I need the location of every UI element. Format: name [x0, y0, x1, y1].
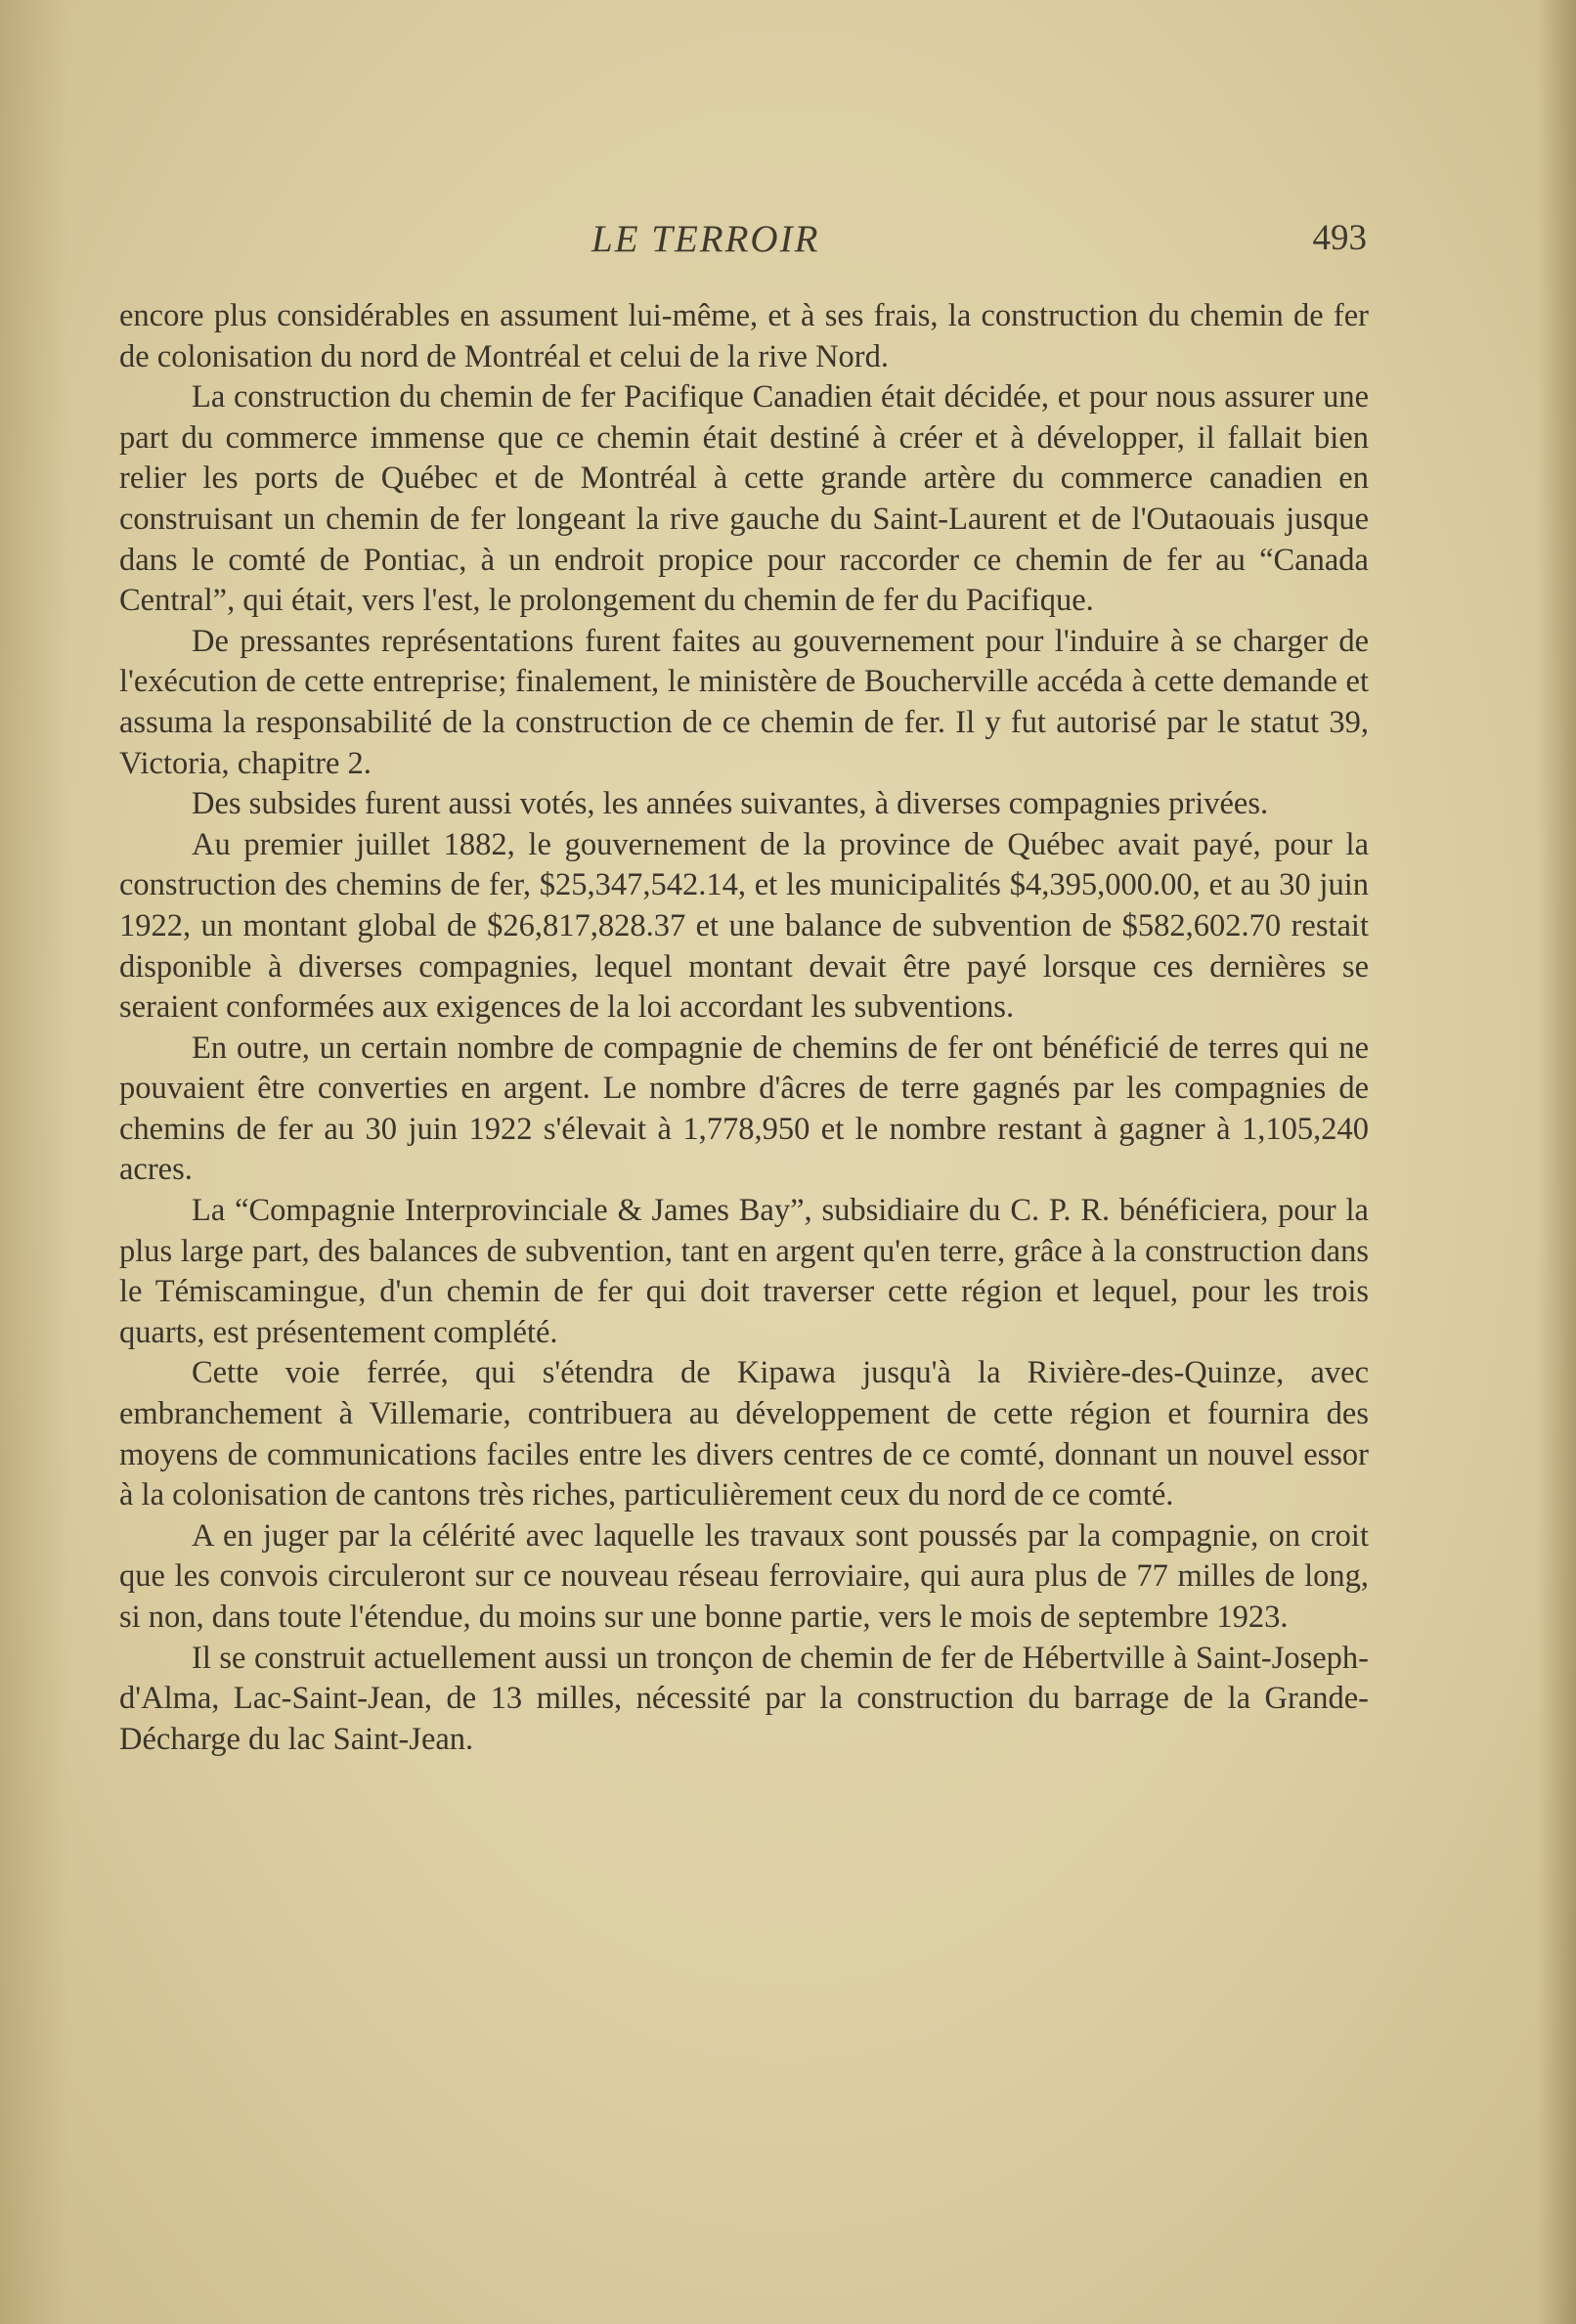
paragraph: Cette voie ferrée, qui s'étendra de Kipawa jusqu'à la Rivière-des-Quinze, avec embranchement à Villemarie, contribuera au développement de cette région et fournira des moyens de communications faciles entre les divers centres de ce comté, donnant un nouvel essor à la colonisation de cantons très riches, particulièrement ceux du nord de ce comté. — [119, 1355, 1369, 1513]
paragraph: De pressantes représentations furent faites au gouvernement pour l'induire à se charger de l'exécution de cette entreprise; finalement, le ministère de Boucherville accéda à cette demande et assuma la responsabilité de la construction de ce chemin de fer. Il y fut autorisé par le statut 39, Victoria, chapitre 2. — [119, 623, 1369, 781]
paragraph: Au premier juillet 1882, le gouvernement de la province de Québec avait payé, pour la construction des chemins de fer, $25,347,542.14, et les municipalités $4,395,000.00, et au 30 juin 1922, un montant global de $26,817,828.37 et une balance de subvention de $582,602.70 restait disponible à diverses compagnies, lequel montant devait être payé lorsque ces dernières se seraient conformées aux exigences de la loi accordant les subventions. — [119, 826, 1369, 1026]
body-text — [119, 296, 1369, 1760]
paragraph-continuation: encore plus considérables en assument lui-même, et à ses frais, la construction du chemin de fer de colonisation du nord de Montréal et celui de la rive Nord. — [119, 298, 1369, 374]
paragraph: En outre, un certain nombre de compagnie de chemins de fer ont bénéficié de terres qui ne pouvaient être converties en argent. Le nombre d'âcres de terre gagnés par les compagnies de chemins de fer au 30 juin 1922 s'élevait à 1,778,950 et le nombre restant à gagner à 1,105,240 acres. — [119, 1030, 1369, 1188]
paragraph: La construction du chemin de fer Pacifique Canadien était décidée, et pour nous assurer une part du commerce immense que ce chemin était destiné à créer et à développer, il fallait bien relier les ports de Québec et de Montréal à cette grande artère du commerce canadien en construisant un chemin de fer longeant la rive gauche du Saint-Laurent et de l'Outaouais jusque dans le comté de Pontiac, à un endroit propice pour raccorder ce chemin de fer au “Canada Central”, qui était, vers l'est, le prolongement du chemin de fer du Pacifique. — [119, 379, 1369, 619]
paragraph: Il se construit actuellement aussi un tronçon de chemin de fer de Hébertville à Saint-Joseph-d'Alma, Lac-Saint-Jean, de 13 milles, nécessité par la construction du barrage de la Grande-Décharge du lac Saint-Jean. — [119, 1640, 1369, 1757]
page-number: 493 — [1312, 218, 1367, 258]
paragraph: A en juger par la célérité avec laquelle les travaux sont poussés par la compagnie, on croit que les convois circuleront sur ce nouveau réseau ferroviaire, qui aura plus de 77 milles de long, si non, dans toute l'étendue, du moins sur une bonne partie, vers le mois de septembre 1923. — [119, 1517, 1369, 1635]
paragraph: La “Compagnie Interprovinciale & James Bay”, subsidiaire du C. P. R. bénéficiera, pour la plus large part, des balances de subvention, tant en argent qu'en terre, grâce à la construction dans le Témiscamingue, d'un chemin de fer qui doit traverser cette région et lequel, pour les trois quarts, est présentement complété. — [119, 1193, 1369, 1350]
page-header — [117, 217, 1367, 266]
running-title: LE TERROIR — [591, 218, 820, 260]
paragraph: Des subsides furent aussi votés, les années suivantes, à diverses compagnies privées. — [192, 786, 1269, 822]
